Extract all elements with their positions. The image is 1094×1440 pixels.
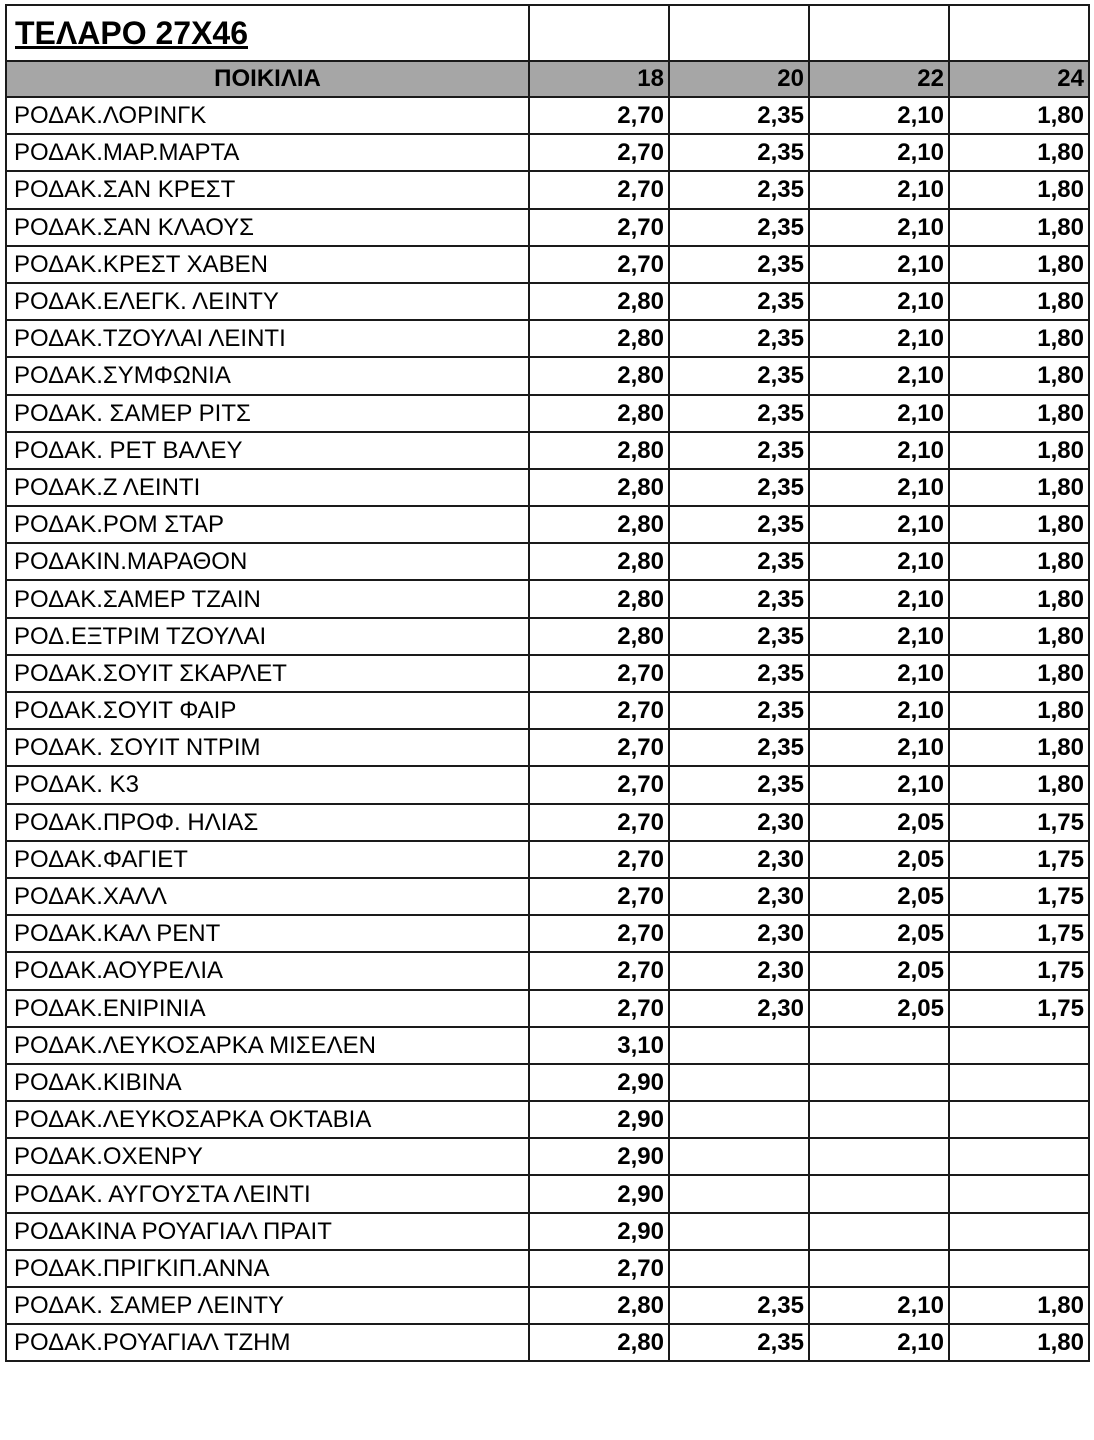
price-18-cell: 2,70 [529, 692, 669, 729]
table-row [6, 469, 1089, 506]
price-24-cell [949, 1064, 1089, 1101]
price-18-cell: 2,70 [529, 134, 669, 171]
table-row [6, 580, 1089, 617]
header-size-18: 18 [529, 61, 669, 97]
variety-cell: ΡΟΔΑΚΙΝ.ΜΑΡΑΘΟΝ [6, 543, 529, 580]
price-20-cell: 2,35 [669, 134, 809, 171]
price-20-cell: 2,30 [669, 990, 809, 1027]
price-24-cell: 1,75 [949, 804, 1089, 841]
table-row [6, 655, 1089, 692]
price-22-cell: 2,10 [809, 357, 949, 394]
variety-cell: ΡΟΔΑΚ.ΚΡΕΣΤ ΧΑΒΕΝ [6, 246, 529, 283]
variety-cell: ΡΟΔΑΚ.ΛΕΥΚΟΣΑΡΚΑ ΟΚΤΑΒΙΑ [6, 1101, 529, 1138]
price-18-cell: 2,70 [529, 990, 669, 1027]
price-24-cell: 1,80 [949, 543, 1089, 580]
price-22-cell: 2,10 [809, 283, 949, 320]
empty-cell [949, 5, 1089, 61]
price-24-cell [949, 1250, 1089, 1287]
table-row [6, 357, 1089, 394]
title-row [6, 5, 1089, 61]
table-row [6, 878, 1089, 915]
price-20-cell: 2,35 [669, 1287, 809, 1324]
table-row [6, 692, 1089, 729]
price-22-cell [809, 1027, 949, 1064]
table-row [6, 804, 1089, 841]
price-table [5, 4, 1090, 1362]
variety-cell: ΡΟΔΑΚ.ΚΑΛ ΡΕΝΤ [6, 915, 529, 952]
price-22-cell: 2,10 [809, 1324, 949, 1361]
table-row [6, 209, 1089, 246]
price-24-cell [949, 1101, 1089, 1138]
price-18-cell: 2,80 [529, 283, 669, 320]
price-22-cell: 2,10 [809, 506, 949, 543]
price-24-cell: 1,75 [949, 915, 1089, 952]
price-22-cell: 2,10 [809, 432, 949, 469]
price-24-cell: 1,80 [949, 209, 1089, 246]
variety-cell: ΡΟΔ.ΕΞΤΡΙΜ ΤΖΟΥΛΑΙ [6, 618, 529, 655]
price-18-cell: 2,70 [529, 209, 669, 246]
variety-cell: ΡΟΔΑΚ.ΠΡΟΦ. ΗΛΙΑΣ [6, 804, 529, 841]
price-24-cell: 1,80 [949, 1287, 1089, 1324]
price-18-cell: 3,10 [529, 1027, 669, 1064]
price-18-cell: 2,70 [529, 246, 669, 283]
price-20-cell: 2,35 [669, 97, 809, 134]
price-24-cell: 1,80 [949, 432, 1089, 469]
price-24-cell: 1,80 [949, 246, 1089, 283]
price-22-cell [809, 1175, 949, 1212]
variety-cell: ΡΟΔΑΚ.ΠΡΙΓΚΙΠ.ΑΝΝΑ [6, 1250, 529, 1287]
empty-cell [809, 5, 949, 61]
price-22-cell [809, 1250, 949, 1287]
price-18-cell: 2,70 [529, 766, 669, 803]
price-20-cell: 2,35 [669, 283, 809, 320]
price-24-cell: 1,80 [949, 655, 1089, 692]
empty-cell [669, 5, 809, 61]
price-24-cell: 1,80 [949, 320, 1089, 357]
price-20-cell [669, 1027, 809, 1064]
price-24-cell: 1,80 [949, 729, 1089, 766]
variety-cell: ΡΟΔΑΚ.ΣΟΥΙΤ ΦΑΙΡ [6, 692, 529, 729]
price-20-cell: 2,35 [669, 618, 809, 655]
price-18-cell: 2,80 [529, 432, 669, 469]
price-20-cell [669, 1101, 809, 1138]
table-row [6, 1213, 1089, 1250]
variety-cell: ΡΟΔΑΚ. ΣΑΜΕΡ ΡΙΤΣ [6, 395, 529, 432]
price-22-cell: 2,10 [809, 209, 949, 246]
price-24-cell: 1,80 [949, 357, 1089, 394]
price-22-cell: 2,05 [809, 878, 949, 915]
price-18-cell: 2,80 [529, 357, 669, 394]
price-24-cell: 1,80 [949, 469, 1089, 506]
table-row [6, 246, 1089, 283]
price-20-cell: 2,35 [669, 246, 809, 283]
price-18-cell: 2,70 [529, 655, 669, 692]
price-22-cell: 2,10 [809, 580, 949, 617]
table-row [6, 283, 1089, 320]
price-20-cell [669, 1250, 809, 1287]
price-18-cell: 2,90 [529, 1175, 669, 1212]
variety-cell: ΡΟΔΑΚ.ΛΕΥΚΟΣΑΡΚΑ ΜΙΣΕΛΕΝ [6, 1027, 529, 1064]
price-18-cell: 2,80 [529, 543, 669, 580]
price-22-cell: 2,05 [809, 990, 949, 1027]
price-18-cell: 2,90 [529, 1138, 669, 1175]
price-18-cell: 2,80 [529, 395, 669, 432]
price-22-cell: 2,10 [809, 655, 949, 692]
price-18-cell: 2,80 [529, 1324, 669, 1361]
price-22-cell: 2,10 [809, 543, 949, 580]
price-18-cell: 2,70 [529, 804, 669, 841]
price-24-cell: 1,80 [949, 134, 1089, 171]
price-20-cell: 2,35 [669, 543, 809, 580]
price-24-cell: 1,80 [949, 580, 1089, 617]
table-row [6, 1064, 1089, 1101]
variety-cell: ΡΟΔΑΚ.ΣΑΝ ΚΛΑΟΥΣ [6, 209, 529, 246]
variety-cell: ΡΟΔΑΚ.ΕΝΙΡΙΝΙΑ [6, 990, 529, 1027]
price-20-cell: 2,35 [669, 320, 809, 357]
table-row [6, 320, 1089, 357]
price-18-cell: 2,80 [529, 618, 669, 655]
price-table-body [6, 5, 1089, 1361]
variety-cell: ΡΟΔΑΚ.ΦΑΓΙΕΤ [6, 841, 529, 878]
variety-cell: ΡΟΔΑΚ. ΣΟΥΙΤ ΝΤΡΙΜ [6, 729, 529, 766]
variety-cell: ΡΟΔΑΚ. ΑΥΓΟΥΣΤΑ ΛΕΙΝΤΙ [6, 1175, 529, 1212]
price-20-cell: 2,35 [669, 395, 809, 432]
price-18-cell: 2,70 [529, 878, 669, 915]
table-row [6, 841, 1089, 878]
price-24-cell: 1,80 [949, 171, 1089, 208]
variety-cell: ΡΟΔΑΚ.Ζ ΛΕΙΝΤΙ [6, 469, 529, 506]
price-24-cell [949, 1175, 1089, 1212]
price-18-cell: 2,70 [529, 729, 669, 766]
variety-cell: ΡΟΔΑΚ.ΤΖΟΥΛΑΙ ΛΕΙΝΤΙ [6, 320, 529, 357]
price-20-cell: 2,35 [669, 357, 809, 394]
price-22-cell: 2,10 [809, 469, 949, 506]
table-row [6, 134, 1089, 171]
table-row [6, 990, 1089, 1027]
table-row [6, 432, 1089, 469]
price-20-cell: 2,35 [669, 171, 809, 208]
price-20-cell: 2,35 [669, 729, 809, 766]
price-18-cell: 2,70 [529, 1250, 669, 1287]
price-20-cell: 2,35 [669, 469, 809, 506]
variety-cell: ΡΟΔΑΚ.ΡΟΜ ΣΤΑΡ [6, 506, 529, 543]
price-20-cell: 2,30 [669, 804, 809, 841]
table-row [6, 618, 1089, 655]
price-20-cell: 2,35 [669, 655, 809, 692]
price-24-cell: 1,80 [949, 692, 1089, 729]
price-24-cell: 1,80 [949, 97, 1089, 134]
price-24-cell: 1,75 [949, 990, 1089, 1027]
table-row [6, 543, 1089, 580]
price-22-cell: 2,10 [809, 320, 949, 357]
price-24-cell: 1,80 [949, 283, 1089, 320]
price-20-cell [669, 1138, 809, 1175]
header-size-24: 24 [949, 61, 1089, 97]
table-row [6, 1027, 1089, 1064]
price-22-cell: 2,05 [809, 804, 949, 841]
variety-cell: ΡΟΔΑΚ.ΜΑΡ.ΜΑΡΤΑ [6, 134, 529, 171]
price-24-cell: 1,80 [949, 618, 1089, 655]
price-22-cell: 2,10 [809, 97, 949, 134]
price-18-cell: 2,70 [529, 171, 669, 208]
price-20-cell: 2,30 [669, 841, 809, 878]
table-row [6, 1287, 1089, 1324]
variety-cell: ΡΟΔΑΚ. Κ3 [6, 766, 529, 803]
table-row [6, 97, 1089, 134]
table-row [6, 1324, 1089, 1361]
price-24-cell: 1,80 [949, 395, 1089, 432]
price-20-cell: 2,35 [669, 580, 809, 617]
header-size-22: 22 [809, 61, 949, 97]
price-18-cell: 2,90 [529, 1101, 669, 1138]
variety-cell: ΡΟΔΑΚ.ΕΛΕΓΚ. ΛΕΙΝΤΥ [6, 283, 529, 320]
variety-cell: ΡΟΔΑΚΙΝΑ ΡΟΥΑΓΙΑΛ ΠΡΑΙΤ [6, 1213, 529, 1250]
price-20-cell: 2,35 [669, 506, 809, 543]
price-18-cell: 2,80 [529, 580, 669, 617]
price-18-cell: 2,70 [529, 915, 669, 952]
variety-cell: ΡΟΔΑΚ.ΛΟΡΙΝΓΚ [6, 97, 529, 134]
price-18-cell: 2,80 [529, 320, 669, 357]
price-18-cell: 2,80 [529, 469, 669, 506]
price-24-cell: 1,80 [949, 1324, 1089, 1361]
price-20-cell [669, 1064, 809, 1101]
empty-cell [529, 5, 669, 61]
variety-cell: ΡΟΔΑΚ.ΧΑΛΛ [6, 878, 529, 915]
variety-cell: ΡΟΔΑΚ.ΣΟΥΙΤ ΣΚΑΡΛΕΤ [6, 655, 529, 692]
price-20-cell: 2,35 [669, 432, 809, 469]
price-22-cell: 2,10 [809, 395, 949, 432]
variety-cell: ΡΟΔΑΚ.ΡΟΥΑΓΙΑΛ ΤΖΗΜ [6, 1324, 529, 1361]
table-row [6, 1138, 1089, 1175]
price-22-cell: 2,10 [809, 766, 949, 803]
price-24-cell [949, 1027, 1089, 1064]
variety-cell: ΡΟΔΑΚ.ΣΑΝ ΚΡΕΣΤ [6, 171, 529, 208]
table-row [6, 1101, 1089, 1138]
variety-cell: ΡΟΔΑΚ.ΑΟΥΡΕΛΙΑ [6, 952, 529, 989]
price-24-cell: 1,75 [949, 841, 1089, 878]
table-row [6, 395, 1089, 432]
price-24-cell: 1,80 [949, 506, 1089, 543]
variety-cell: ΡΟΔΑΚ. ΣΑΜΕΡ ΛΕΙΝΤΥ [6, 1287, 529, 1324]
price-20-cell: 2,35 [669, 692, 809, 729]
price-20-cell: 2,30 [669, 952, 809, 989]
header-row [6, 61, 1089, 97]
sheet-title: ΤΕΛΑΡΟ 27Χ46 [6, 5, 529, 61]
price-20-cell: 2,35 [669, 766, 809, 803]
price-18-cell: 2,70 [529, 97, 669, 134]
price-20-cell: 2,35 [669, 209, 809, 246]
table-row [6, 1175, 1089, 1212]
price-22-cell [809, 1213, 949, 1250]
price-18-cell: 2,80 [529, 1287, 669, 1324]
price-24-cell: 1,80 [949, 766, 1089, 803]
table-row [6, 506, 1089, 543]
price-22-cell: 2,05 [809, 915, 949, 952]
table-row [6, 1250, 1089, 1287]
price-24-cell: 1,75 [949, 952, 1089, 989]
variety-cell: ΡΟΔΑΚ.ΟΧΕΝΡΥ [6, 1138, 529, 1175]
price-22-cell: 2,10 [809, 171, 949, 208]
price-22-cell: 2,10 [809, 246, 949, 283]
table-row [6, 729, 1089, 766]
variety-cell: ΡΟΔΑΚ.ΣΥΜΦΩΝΙΑ [6, 357, 529, 394]
price-24-cell: 1,75 [949, 878, 1089, 915]
price-22-cell: 2,10 [809, 134, 949, 171]
price-20-cell: 2,30 [669, 878, 809, 915]
variety-cell: ΡΟΔΑΚ.ΣΑΜΕΡ ΤΖΑΙΝ [6, 580, 529, 617]
price-22-cell: 2,10 [809, 729, 949, 766]
price-20-cell: 2,30 [669, 915, 809, 952]
table-row [6, 915, 1089, 952]
variety-cell: ΡΟΔΑΚ.ΚΙΒΙΝΑ [6, 1064, 529, 1101]
price-22-cell: 2,10 [809, 1287, 949, 1324]
price-22-cell: 2,10 [809, 692, 949, 729]
table-row [6, 952, 1089, 989]
price-22-cell [809, 1138, 949, 1175]
price-22-cell [809, 1064, 949, 1101]
price-22-cell: 2,05 [809, 841, 949, 878]
price-22-cell: 2,05 [809, 952, 949, 989]
variety-cell: ΡΟΔΑΚ. ΡΕΤ ΒΑΛΕΥ [6, 432, 529, 469]
price-18-cell: 2,70 [529, 952, 669, 989]
price-18-cell: 2,80 [529, 506, 669, 543]
table-row [6, 766, 1089, 803]
table-row [6, 171, 1089, 208]
price-18-cell: 2,90 [529, 1213, 669, 1250]
price-18-cell: 2,90 [529, 1064, 669, 1101]
header-size-20: 20 [669, 61, 809, 97]
price-22-cell: 2,10 [809, 618, 949, 655]
price-24-cell [949, 1213, 1089, 1250]
header-variety: ΠΟΙΚΙΛΙΑ [6, 61, 529, 97]
price-20-cell: 2,35 [669, 1324, 809, 1361]
price-18-cell: 2,70 [529, 841, 669, 878]
price-20-cell [669, 1175, 809, 1212]
price-24-cell [949, 1138, 1089, 1175]
price-22-cell [809, 1101, 949, 1138]
price-20-cell [669, 1213, 809, 1250]
